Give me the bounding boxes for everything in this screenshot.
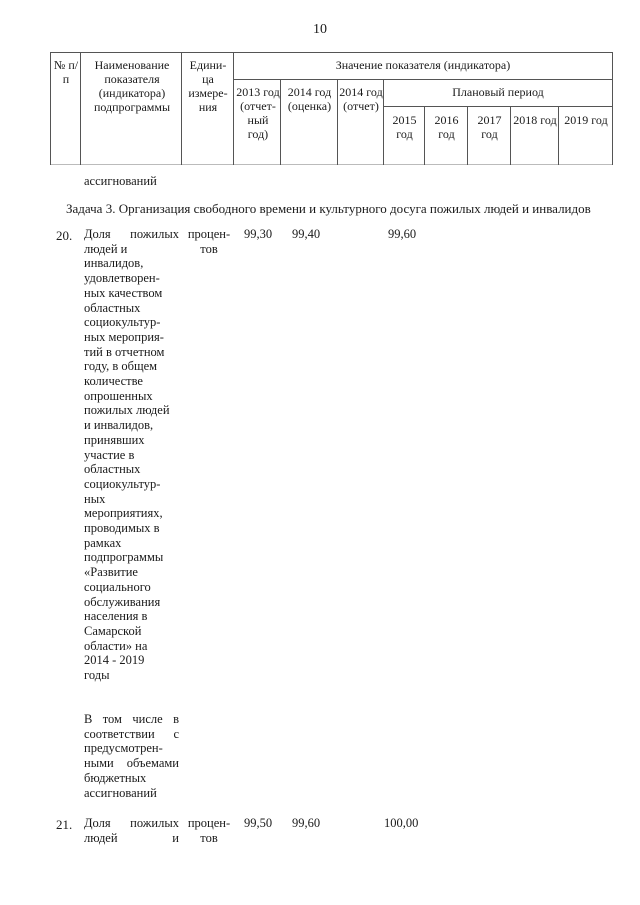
name-line: годы [84, 668, 110, 683]
row-indicator-name [84, 227, 179, 683]
row-number: 20. [56, 228, 73, 243]
page-number: 10 [313, 22, 327, 37]
name-line: населения в [84, 609, 148, 624]
row-unit [186, 227, 232, 256]
name-line: Самарской [84, 623, 142, 638]
unit-line: тов [200, 241, 218, 256]
row-indicator-name [84, 816, 179, 845]
sub-line: предусмотрен- [84, 741, 163, 756]
name-line: инвалидов, [84, 256, 144, 271]
name-line: социокультур- [84, 315, 161, 330]
header-col-unit: Едини-ца измере-ния [188, 58, 228, 114]
value-2013: 99,30 [244, 227, 273, 241]
name-line: 2014 - 2019 [84, 653, 145, 668]
name-line: проводимых в [84, 521, 160, 536]
value-2014-estimate: 99,60 [292, 816, 321, 830]
row-sub-note [84, 712, 179, 800]
header-year-2013: 2013 год (отчет-ный год) [236, 85, 280, 141]
header-col-value: Значение показателя (индикатора) [335, 58, 511, 72]
name-line: областных [84, 462, 141, 477]
sub-line: бюджетных [84, 770, 147, 785]
name-line: и инвалидов, [84, 418, 154, 433]
task-title: Задача 3. Организация свободного времени и культурного досуга пожилых людей и инвалидов [66, 201, 591, 216]
name-line: удовлетворен- [84, 271, 160, 286]
value-2014-report: 100,00 [384, 816, 419, 830]
sub-line: соответствии с [84, 726, 179, 741]
header-year-2014-estimate: 2014 год (оценка) [287, 85, 332, 113]
value-2013: 99,50 [244, 816, 273, 830]
name-line: Доля пожилых [84, 816, 179, 830]
header-year-2014-report: 2014 год (отчет) [339, 85, 383, 113]
sub-line: ными объемами [84, 756, 179, 771]
header-plan-year: 2017 год [477, 113, 502, 141]
sub-line: ассигнований [84, 785, 157, 800]
name-line: людей и [84, 830, 179, 845]
name-line: «Развитие [84, 565, 138, 580]
name-line: области» на [84, 638, 148, 653]
header-col-name: Наименование показателя (индикатора) подпрограммы [93, 58, 171, 114]
header-col-number: № п/п [53, 58, 79, 86]
header-plan-year: 2019 год [564, 113, 608, 127]
name-line: году, в общем [84, 359, 158, 374]
name-line: социального [84, 579, 151, 594]
header-plan-year: 2015 год [392, 113, 417, 141]
name-line: обслуживания [84, 594, 161, 609]
name-line: опрошенных [84, 388, 153, 403]
header-plan-period: Плановый период [452, 85, 544, 99]
indicator-table-header [50, 52, 613, 165]
name-line: принявших [84, 432, 145, 447]
unit-line: процен- [187, 816, 231, 830]
continuation-text: ассигнований [84, 174, 157, 188]
sub-line: В том числе в [84, 712, 179, 726]
name-line: ных [84, 491, 106, 506]
header-plan-year: 2016 год [434, 113, 459, 141]
name-line: областных [84, 300, 141, 315]
name-line: социокультур- [84, 476, 161, 491]
name-line: рамках [84, 535, 122, 550]
header-plan-year: 2018 год [513, 113, 557, 127]
unit-line: тов [200, 830, 218, 845]
value-2014-report: 99,60 [388, 227, 417, 241]
name-line: участие в [84, 447, 135, 462]
name-line: количестве [84, 374, 143, 389]
name-line: тий в отчетном [84, 344, 165, 359]
name-line: подпрограммы [84, 550, 164, 565]
name-line: ных мероприя- [84, 329, 164, 344]
name-line: Доля пожилых [84, 227, 179, 241]
name-line: мероприятиях, [84, 506, 163, 521]
name-line: людей и [84, 241, 128, 256]
unit-line: процен- [187, 227, 231, 241]
name-line: ных качеством [84, 285, 163, 300]
value-2014-estimate: 99,40 [292, 227, 321, 241]
row-number: 21. [56, 817, 73, 832]
row-unit [186, 816, 232, 845]
name-line: пожилых людей [84, 403, 170, 418]
